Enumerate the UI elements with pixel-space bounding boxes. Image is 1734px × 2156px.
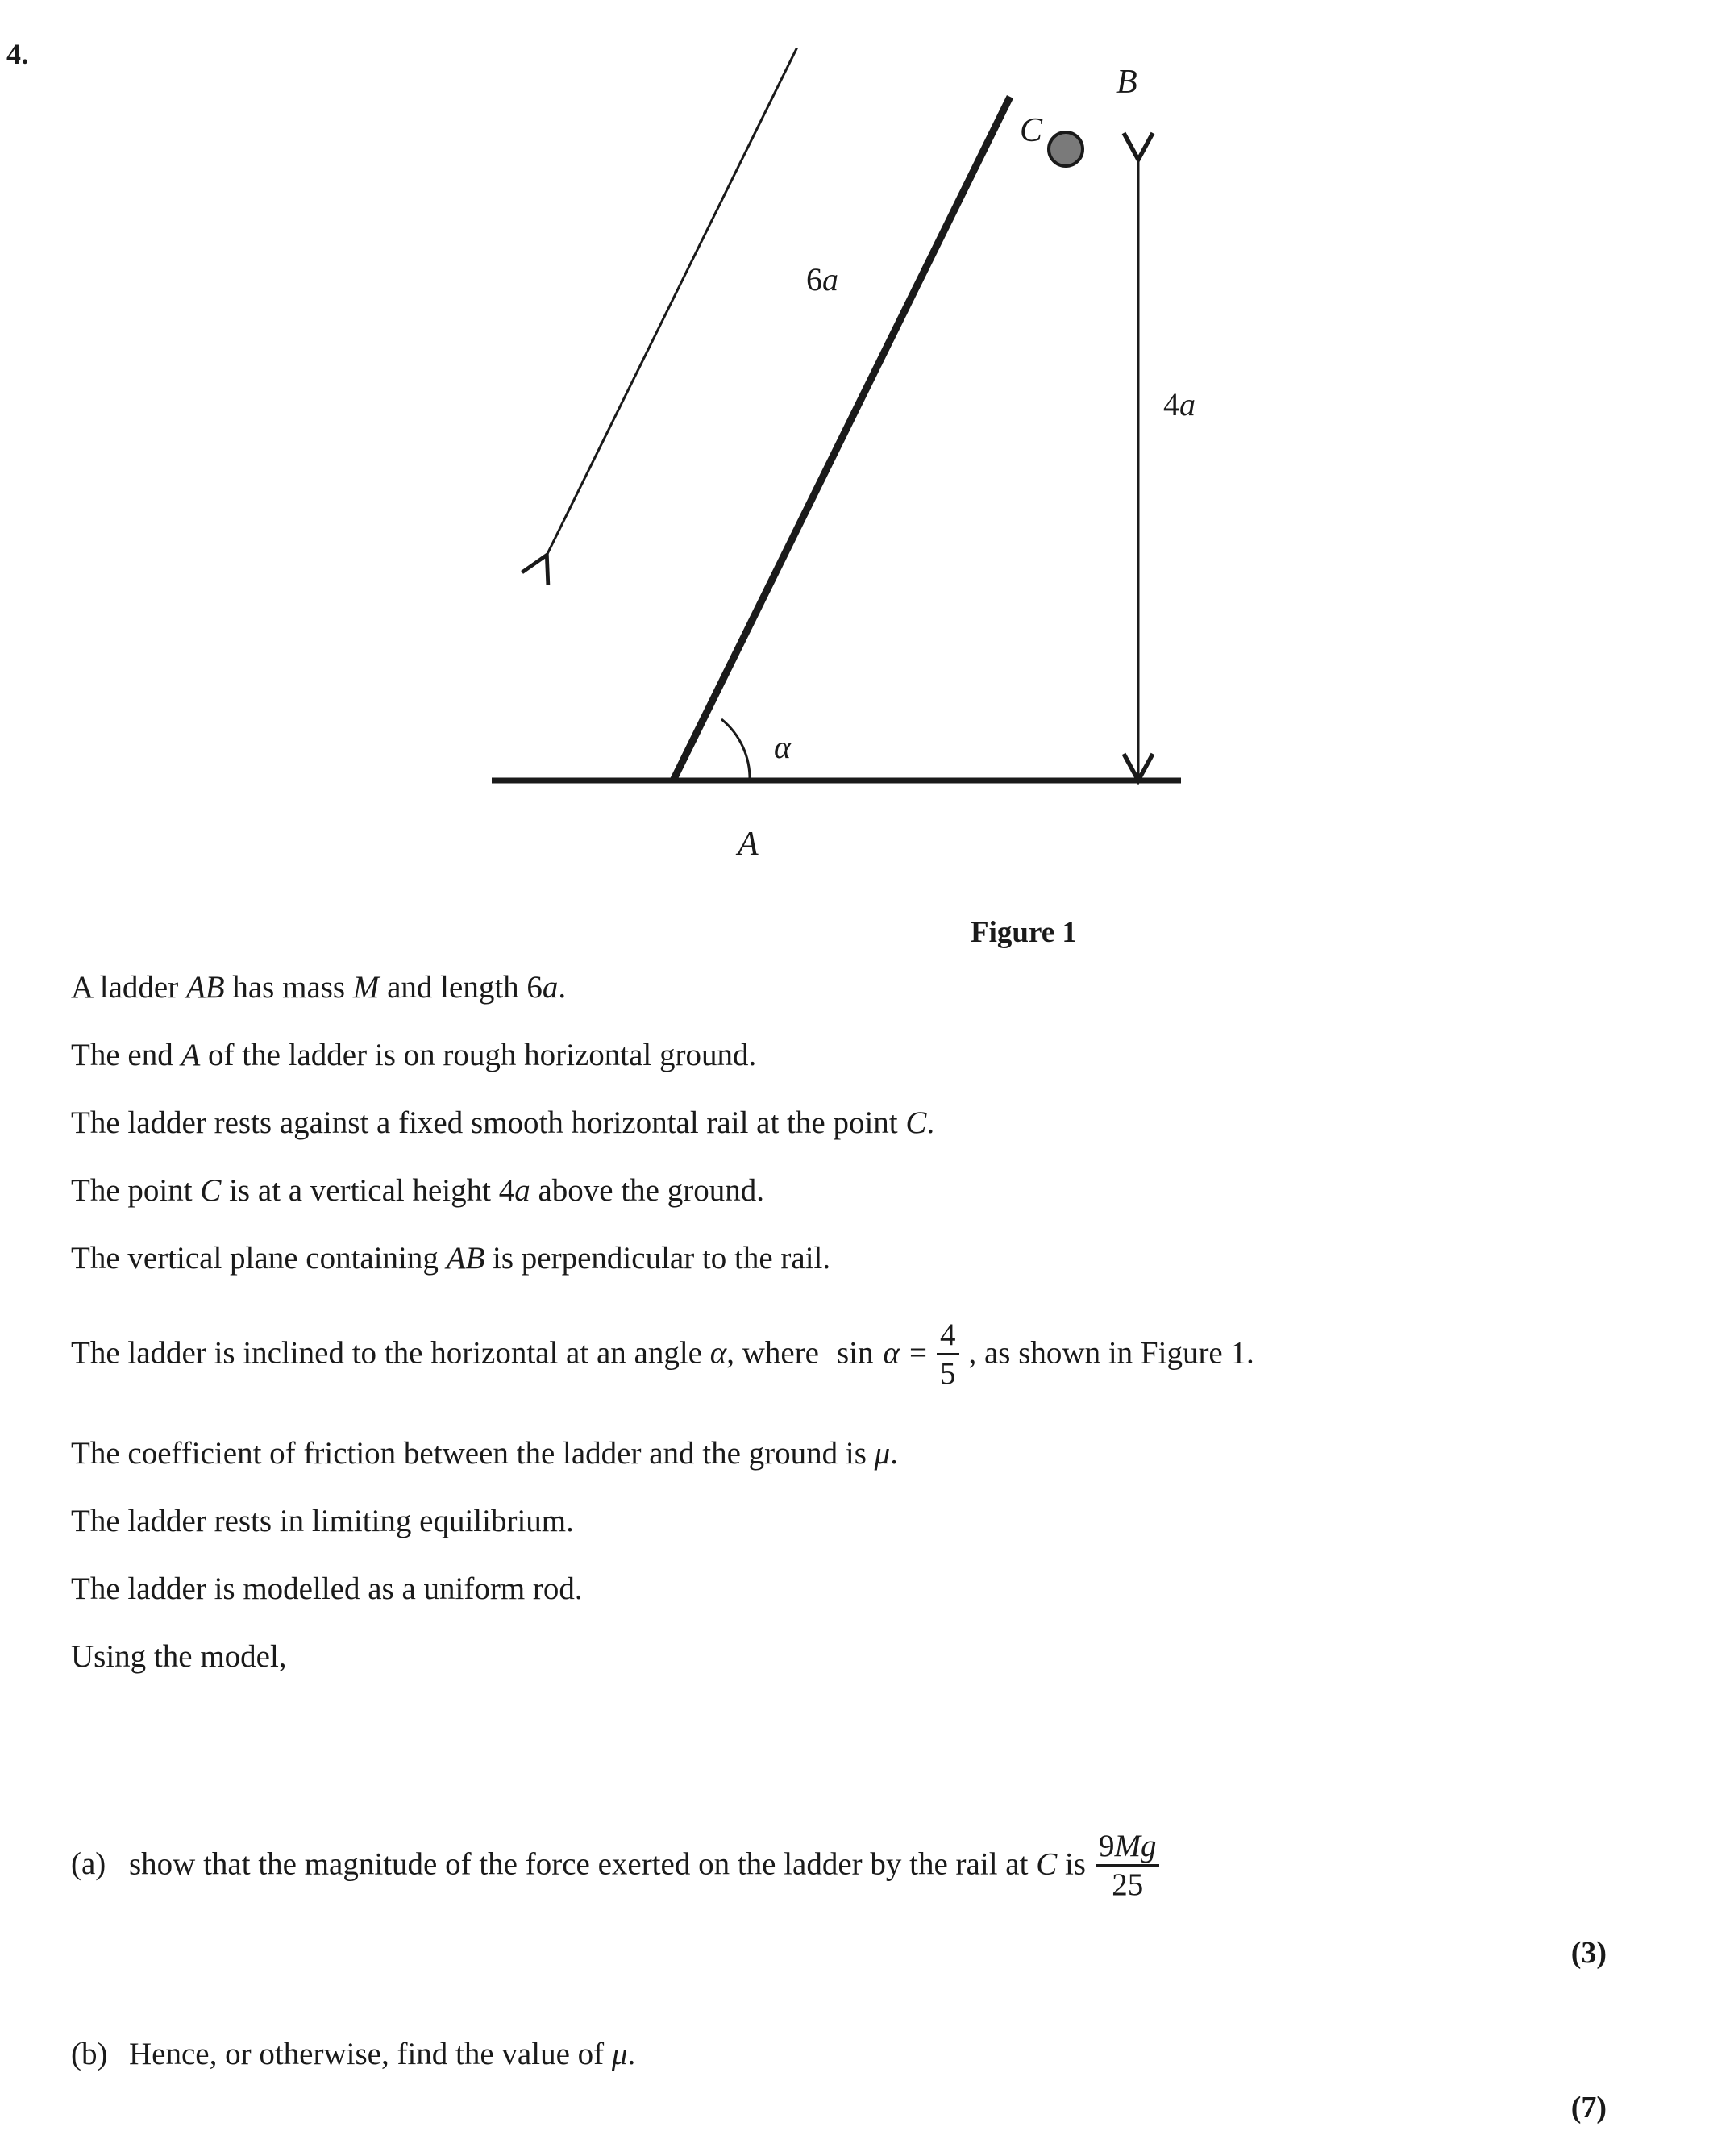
statement-point-c-height: The point C is at a vertical height 4a above the ground. xyxy=(71,1173,764,1208)
label-b: B xyxy=(1116,64,1137,101)
part-b-symbol: μ xyxy=(611,2037,628,2071)
question-body xyxy=(71,972,1683,1709)
ladder-rod xyxy=(673,97,1010,780)
angle-arc xyxy=(721,719,750,780)
inclination-post: , as shown in Figure 1. xyxy=(968,1335,1254,1371)
part-a-point: C xyxy=(1036,1846,1058,1882)
fraction-four-fifths xyxy=(935,1319,961,1389)
inclination-angle-symbol: α xyxy=(709,1335,727,1371)
figure-1-diagram xyxy=(451,48,1241,949)
equals-sign: = xyxy=(909,1335,927,1371)
numerator-symbol: Mg xyxy=(1114,1829,1157,1863)
part-b-text: Hence, or otherwise, find the value of xyxy=(129,2037,612,2071)
length-dimension-arrow xyxy=(546,48,839,557)
sin-label: sin xyxy=(837,1335,874,1371)
sin-argument: α xyxy=(883,1335,900,1371)
part-a-label: (a) xyxy=(71,1846,106,1882)
inclination-mid: , where xyxy=(726,1335,819,1371)
part-a-mid: is xyxy=(1057,1846,1086,1882)
statement-limiting-equilibrium: The ladder rests in limiting equilibrium. xyxy=(71,1504,574,1538)
part-a-text: show that the magnitude of the force exerted on the ladder by the rail at xyxy=(129,1846,1037,1882)
figure-caption: Figure 1 xyxy=(971,916,1077,949)
inclination-pre: The ladder is inclined to the horizontal at an angle xyxy=(71,1335,710,1371)
statement-end-a-ground: The end A of the ladder is on rough horizontal ground. xyxy=(71,1038,757,1072)
part-b-marks: (7) xyxy=(1570,2091,1607,2125)
statement-vertical-plane: The vertical plane containing AB is perpendicular to the rail. xyxy=(71,1241,831,1276)
statement-inclination xyxy=(71,1317,1683,1391)
statement-coefficient-friction: The coefficient of friction between the ladder and the ground is μ. xyxy=(71,1436,898,1471)
part-b xyxy=(71,2036,635,2072)
label-c: C xyxy=(1020,112,1043,149)
label-alpha: α xyxy=(774,729,791,765)
numerator-coefficient: 9 xyxy=(1098,1829,1115,1863)
fraction-denominator: 5 xyxy=(940,1356,956,1391)
statement-rests-against-rail: The ladder rests against a fixed smooth horizontal rail at the point C. xyxy=(71,1105,935,1140)
part-a-marks: (3) xyxy=(1570,1936,1607,1970)
question-number: 4. xyxy=(6,38,29,70)
label-4a: 4a xyxy=(1163,386,1196,422)
statement-uniform-rod: The ladder is modelled as a uniform rod. xyxy=(71,1571,583,1606)
statement-mass-length: A ladder AB has mass M and length 6a. xyxy=(71,970,567,1005)
fraction-numerator xyxy=(1094,1830,1162,1864)
part-a xyxy=(71,1829,1169,1902)
statement-using-the-model: Using the model, xyxy=(71,1639,287,1674)
fraction-numerator: 4 xyxy=(940,1317,956,1352)
fraction-denominator: 25 xyxy=(1112,1867,1144,1902)
part-b-label: (b) xyxy=(71,2037,108,2071)
fraction-nine-mg-over-25 xyxy=(1094,1830,1162,1900)
part-b-post: . xyxy=(627,2037,636,2071)
rail-circle xyxy=(1049,132,1083,166)
label-a: A xyxy=(738,826,759,855)
label-6a: 6a xyxy=(806,261,838,298)
